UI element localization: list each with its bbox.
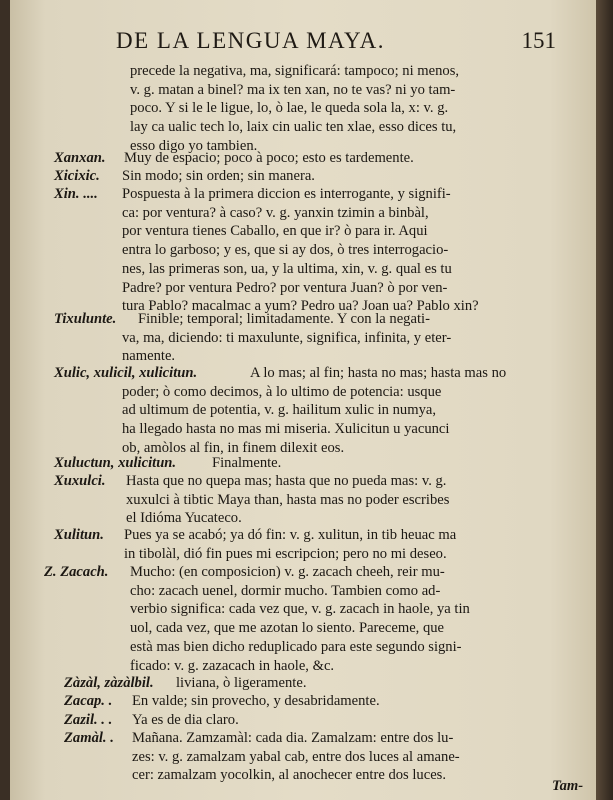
entry-text-line: Pues ya se acabó; ya dó fin: v. g. xulitun, in tib heuac ma xyxy=(124,527,457,543)
entry-headword: Zazil. . . xyxy=(64,712,113,728)
entry-text-line: Sin modo; sin orden; sin manera. xyxy=(122,168,315,184)
entry-text-line: poco. Y si le le ligue, lo, ò lae, le queda sola la, x: v. g. xyxy=(130,100,449,117)
entry-text-line: ob, amòlos al fin, in finem dilexit eos. xyxy=(122,439,345,456)
entry-text-line: liviana, ò ligeramente. xyxy=(176,675,307,691)
entry-text-line: En valde; sin provecho, y desabridamente. xyxy=(132,693,380,709)
entry-headword: Zamàl. . xyxy=(64,730,114,746)
entry-text-line: poder; ò como decimos, à lo ultimo de potencia: usque xyxy=(122,383,442,400)
entry-headword: Zàzàl, zàzàlbil. xyxy=(64,675,154,691)
entry-text-line: Finible; temporal; limitadamente. Y con la negati- xyxy=(138,311,430,327)
entry-text-line: xuxulci à tibtic Maya than, hasta mas no poder escribes xyxy=(126,491,450,508)
entry-text-line: Padre? por ventura Pedro? por ventura Juan? ò por ven- xyxy=(122,279,448,296)
entry-text-line: Finalmente. xyxy=(212,455,282,471)
entry-headword: Tixulunte. xyxy=(54,311,117,327)
book-page xyxy=(10,0,596,800)
entry-text-line: uol, cada vez, que me azotan lo siento. Pareceme, que xyxy=(130,620,445,637)
entry-headword: Xuxulci. xyxy=(54,473,106,489)
entry-text-line: Mañana. Zamzamàl: cada dia. Zamalzam: entre dos lu- xyxy=(132,730,454,746)
entry-text-line: Pospuesta à la primera diccion es interrogante, y signifi- xyxy=(122,186,451,202)
entry-text-line: v. g. matan a binel? ma ix ten xan, no te vas? ni yo tam- xyxy=(130,81,456,98)
entry-text-line: entra lo garboso; y es, que si ay dos, ò tres interrogacio- xyxy=(122,242,449,259)
entry-text-line: A lo mas; al fin; hasta no mas; hasta mas no xyxy=(250,365,507,381)
entry-text-line: por ventura tienes Caballo, en que ir? ò para ir. Aqui xyxy=(122,223,428,240)
entry-text-line: Muy de espacio; poco à poco; esto es tardemente. xyxy=(124,150,414,166)
entry-text-line: Hasta que no quepa mas; hasta que no pueda mas: v. g. xyxy=(126,473,447,489)
entry-text-line: verbio significa: cada vez que, v. g. zacach in haole, ya tin xyxy=(130,601,470,618)
entry-text-line: precede la negativa, ma, significará: tampoco; ni menos, xyxy=(130,63,460,79)
entry-headword: Xulitun. xyxy=(54,527,104,543)
entry-text-line: ad ultimum de potentia, v. g. hailitum xulic in numya, xyxy=(122,402,436,419)
catchword: Tam- xyxy=(552,778,584,794)
entry-headword: Xulic, xulicil, xulicitun. xyxy=(54,365,198,381)
page-number: 151 xyxy=(521,28,556,53)
entry-headword: Z. Zacach. xyxy=(44,564,109,580)
entry-headword: Xuluctun, xulicitun. xyxy=(54,455,177,471)
entry-text-line: lay ca ualic tech lo, laix cin ualic ten xlae, esso dices tu, xyxy=(130,119,457,136)
entry-text-line: ficado: v. g. zazacach in haole, &c. xyxy=(130,657,335,674)
entry-text-line: tura Pablo? macalmac a yum? Pedro ua? Joan ua? Pablo xin? xyxy=(122,298,479,315)
entry-text-line: el Idióma Yucateco. xyxy=(126,510,242,527)
entry-headword: Xicixic. xyxy=(54,168,100,184)
entry-text-line: està mas bien dicho reduplicado para este segundo signi- xyxy=(130,638,462,655)
entry-headword: Xin. .... xyxy=(54,186,98,202)
running-header xyxy=(116,28,556,58)
entry-text-line: ca: por ventura? à caso? v. g. yanxin tzimin a binbàl, xyxy=(122,204,429,221)
entry-text-line: cer: zamalzam yocolkin, al anochecer entre dos luces. xyxy=(132,767,447,784)
entry-text-line: zes: v. g. zamalzam yabal cab, entre dos luces al amane- xyxy=(132,748,460,765)
entry-text-line: Mucho: (en composicion) v. g. zacach cheeh, reir mu- xyxy=(130,564,445,580)
entry-text-line: cho: zacach uenel, dormir mucho. Tambien como ad- xyxy=(130,582,441,599)
entry-text-line: namente. xyxy=(122,348,176,365)
entry-text-line: esso digo yo tambien. xyxy=(130,137,258,154)
entry-text-line: in tibolàl, dió fin pues mi escripcion; pero no mi deseo. xyxy=(124,545,447,562)
entry-headword: Xanxan. xyxy=(54,150,106,166)
entry-text-line: va, ma, diciendo: ti maxulunte, significa, infinita, y eter- xyxy=(122,329,452,346)
entry-text-line: ha llegado hasta no mas mi miseria. Xulicitun u yacunci xyxy=(122,421,450,438)
entry-text-line: nes, las primeras son, ua, y la ultima, xin, v. g. qual es tu xyxy=(122,260,452,277)
entry-headword: Zacap. . xyxy=(64,693,113,709)
page-title: DE LA LENGUA MAYA. xyxy=(116,28,385,53)
page-edge xyxy=(596,0,613,800)
entry-text-line: Ya es de dia claro. xyxy=(132,712,239,728)
